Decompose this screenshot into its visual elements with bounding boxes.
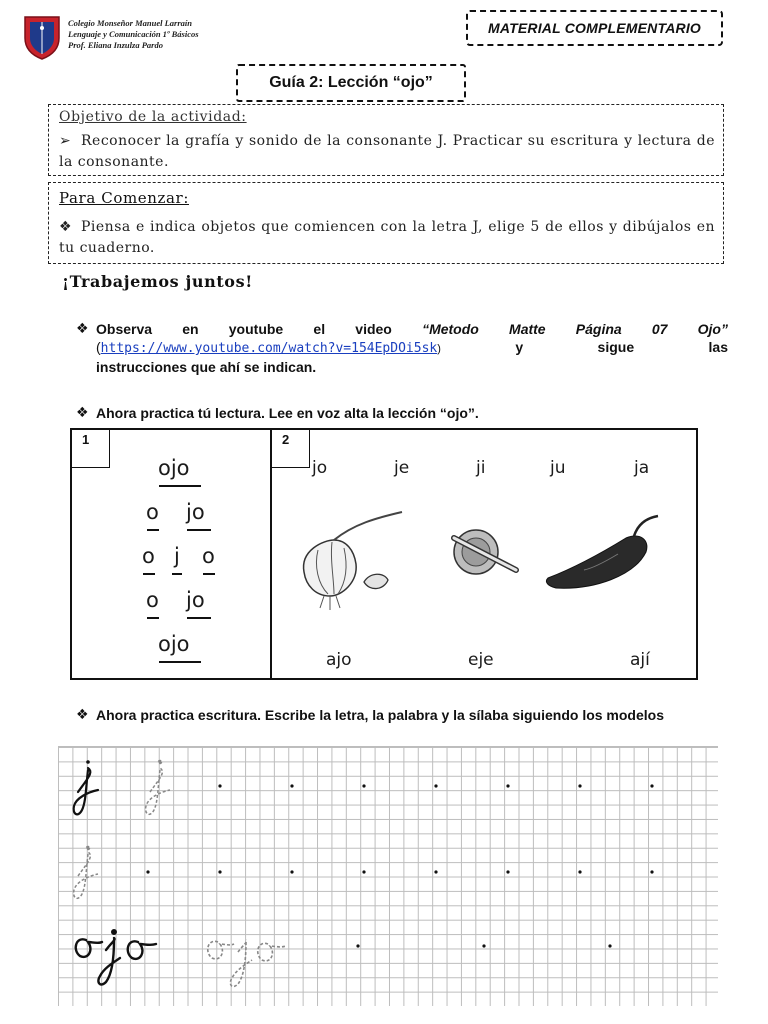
objective-text: [59, 131, 715, 173]
reading-table: [70, 428, 698, 680]
arrow-bullet-icon: ➢: [59, 133, 72, 149]
underline-mark: [172, 573, 182, 575]
model-letter-j: [74, 760, 98, 814]
diamond-bullet-icon: ❖: [76, 707, 89, 723]
word-eje: eje: [468, 650, 494, 670]
teacher-name: Prof. Eliana Inzulza Pardo: [68, 40, 163, 50]
objective-box: [48, 104, 724, 176]
syllable-part: jo: [186, 588, 205, 612]
video-text-post: y sigue las: [440, 339, 728, 355]
syllable-ju: ju: [550, 458, 566, 478]
syllable-jo: jo: [312, 458, 328, 478]
underline-mark: [187, 617, 211, 619]
row-3-dots: [356, 944, 611, 947]
syllable-line-2: [146, 500, 159, 524]
video-instruction: [76, 320, 728, 376]
youtube-link[interactable]: https://www.youtube.com/watch?v=154EpDOi5sk: [100, 341, 438, 356]
underline-mark: [159, 661, 201, 663]
syllable-line-5: [158, 632, 190, 656]
chili-pepper-illustration: [546, 516, 658, 588]
start-heading: Para Comenzar:: [59, 189, 189, 207]
school-name: Colegio Monseñor Manuel Larraín: [68, 18, 192, 28]
underline-mark: [159, 485, 201, 487]
syllable-je: je: [394, 458, 410, 478]
word-ajo: ajo: [326, 650, 352, 670]
syllable-part: o: [146, 500, 159, 524]
traced-letter-j-2: [74, 847, 98, 899]
garlic-illustration: [304, 512, 402, 610]
row-1-dots: [218, 784, 653, 787]
underline-mark: [147, 617, 159, 619]
diamond-bullet-icon: ❖: [76, 321, 89, 337]
syllable-part: o: [142, 544, 155, 568]
writing-text: Ahora practica escritura. Escribe la letra, la palabra y la sílaba siguiendo los modelos: [96, 707, 664, 723]
model-word-ojo: [76, 930, 156, 984]
syllable-line-4b: [186, 588, 205, 612]
traced-letter-j: [146, 761, 170, 815]
word-aji: ají: [630, 650, 650, 670]
syllable-ji: ji: [476, 458, 486, 478]
syllable-ja: ja: [634, 458, 650, 478]
underline-mark: [147, 529, 159, 531]
underline-mark: [203, 573, 215, 575]
syllable-line-4a: [146, 588, 159, 612]
panel-number-2: 2: [272, 430, 310, 468]
row-2-dots: [146, 870, 653, 873]
reading-instruction: [76, 404, 728, 422]
underline-mark: [187, 529, 211, 531]
start-body-after: , elige 5 de ellos y dibújalos en tu cuaderno.: [59, 219, 715, 256]
paren-open: (: [96, 339, 101, 355]
course-name: Lenguaje y Comunicación 1º Básicos: [68, 29, 199, 39]
video-title: “Metodo Matte Página 07 Ojo”: [422, 321, 728, 337]
syllable-line-1: [158, 456, 190, 480]
school-info: [68, 18, 199, 51]
diamond-bullet-icon: ❖: [59, 219, 73, 235]
start-letter: J: [472, 219, 479, 235]
diamond-bullet-icon: ❖: [76, 405, 89, 421]
axle-wheel-illustration: [454, 530, 516, 574]
material-label: MATERIAL COMPLEMENTARIO: [466, 10, 723, 46]
syllable-word: ojo: [158, 456, 190, 480]
reading-text: Ahora practica tú lectura. Lee en voz alta la lección “ojo”.: [96, 405, 479, 421]
handwriting-models: [58, 746, 718, 1006]
school-logo: [22, 14, 62, 60]
syllable-line-3a: [142, 544, 155, 568]
syllable-part: o: [146, 588, 159, 612]
work-title: ¡Trabajemos juntos!: [62, 272, 253, 291]
vocabulary-illustrations: [294, 510, 674, 620]
start-box: [48, 182, 724, 264]
syllable-line-3c: [202, 544, 215, 568]
paren-close: ): [437, 343, 441, 355]
video-text-last: instrucciones que ahí se indican.: [96, 359, 317, 375]
guide-title: Guía 2: Lección “ojo”: [236, 64, 466, 102]
objective-body: Reconocer la grafía y sonido de la consonante J. Practicar su escritura y lectura de la consonante.: [59, 133, 715, 170]
objective-heading: Objetivo de la actividad:: [59, 109, 247, 125]
video-text: Observa en youtube el video: [96, 321, 423, 337]
start-body-before: Piensa e indica objetos que comiencen con la letra: [81, 219, 473, 235]
panel-number-1: 1: [72, 430, 110, 468]
syllable-word: ojo: [158, 632, 190, 656]
syllable-line-2b: [186, 500, 205, 524]
syllable-part: j: [174, 544, 180, 568]
start-text: [59, 217, 715, 259]
syllable-part: o: [202, 544, 215, 568]
syllable-part: jo: [186, 500, 205, 524]
writing-instruction: [76, 706, 728, 724]
underline-mark: [143, 573, 155, 575]
syllable-line-3b: [174, 544, 180, 568]
traced-word-ojo: [208, 940, 286, 986]
